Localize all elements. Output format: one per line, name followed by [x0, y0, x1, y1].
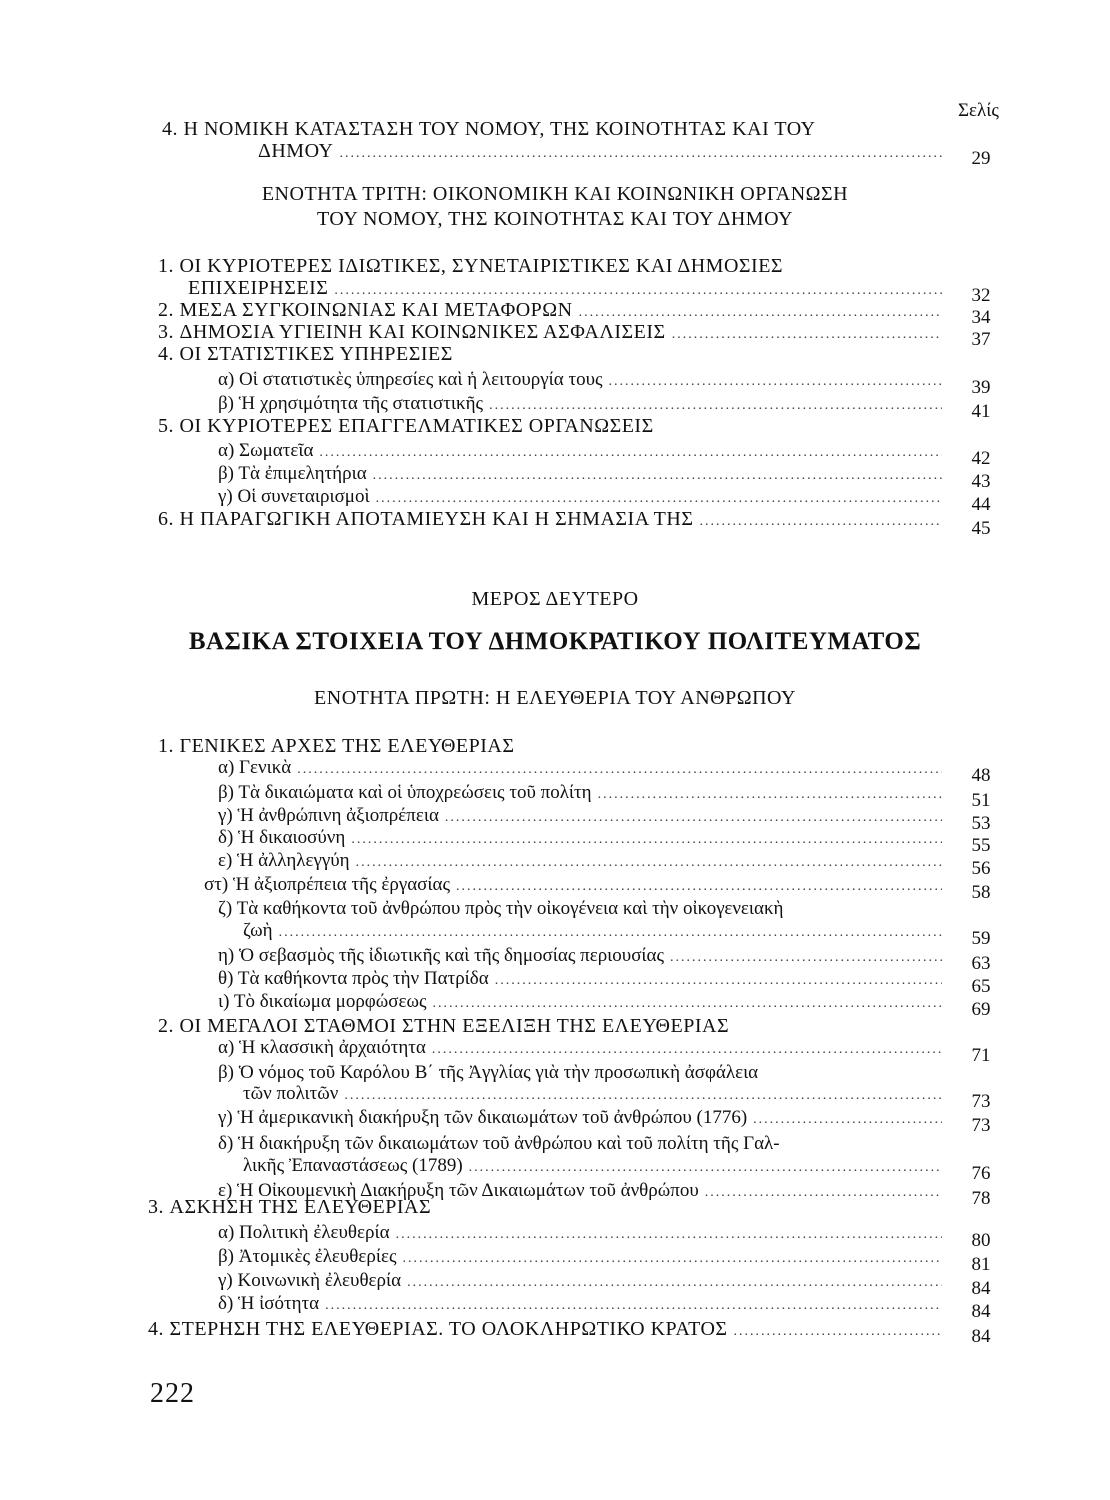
page-column-label: Σελίς — [958, 100, 999, 121]
toc-subentry: ε) Ἡ Οἰκουμενικὴ Διακήρυξη τῶν Δικαιωμάτων τοῦ ἀνθρώπου ..... — [218, 1180, 948, 1204]
toc-entry-text: 1. ΟΙ ΚΥΡΙΟΤΕΡΕΣ ΙΔΙΩΤΙΚΕΣ, ΣΥΝΕΤΑΙΡΙΣΤΙΚΕΣ ΚΑΙ ΔΗΜΟΣΙΕΣ — [158, 255, 784, 277]
toc-entry-text: ΕΠΙΧΕΙΡΗΣΕΙΣ ..... — [188, 277, 948, 302]
part-title: ΒΑΣΙΚΑ ΣΤΟΙΧΕΙΑ ΤΟΥ ΔΗΜΟΚΡΑΤΙΚΟΥ ΠΟΛΙΤΕΥΜΑΤΟΣ — [188, 628, 922, 655]
toc-page-number: 65 — [971, 976, 991, 997]
toc-page-number: 48 — [971, 765, 991, 786]
toc-page-number: 39 — [971, 377, 991, 398]
toc-page-number: 76 — [971, 1163, 991, 1184]
toc-page-number: 56 — [971, 858, 991, 879]
toc-page-number: 78 — [971, 1188, 991, 1209]
toc-subentry: η) Ὁ σεβασμὸς τῆς ἰδιωτικῆς καὶ τῆς δημοσίας περιουσίας ..... — [218, 945, 948, 969]
toc-subentry: α) Οἱ στατιστικὲς ὑπηρεσίες καὶ ἡ λειτουργία τους ..... — [218, 369, 948, 393]
toc-entry-text: ΔΗΜΟΥ ..... — [258, 140, 948, 165]
toc-subentry: δ) Ἡ δικαιοσύνη ..... — [218, 827, 948, 851]
toc-subentry: α) Πολιτικὴ ἐλευθερία ..... — [218, 1222, 948, 1246]
toc-entry-text: 3. ΔΗΜΟΣΙΑ ΥΓΙΕΙΝΗ ΚΑΙ ΚΟΙΝΩΝΙΚΕΣ ΑΣΦΑΛΙΣΕΙΣ ..... — [158, 321, 948, 346]
toc-page-number: 34 — [971, 307, 991, 328]
toc-page-number: 45 — [971, 518, 991, 539]
toc-subentry: τῶν πολιτῶν ..... — [243, 1083, 948, 1107]
toc-page-number: 53 — [971, 813, 991, 834]
toc-page-number: 41 — [971, 401, 991, 422]
toc-page-number: 84 — [971, 1301, 991, 1322]
page-folio: 222 — [150, 1378, 195, 1409]
toc-page-number: 84 — [971, 1278, 991, 1299]
toc-subentry: γ) Κοινωνικὴ ἐλευθερία ..... — [218, 1270, 948, 1294]
toc-subentry: ε) Ἡ ἀλληλεγγύη ..... — [218, 850, 948, 874]
toc-subentry: γ) Οἱ συνεταιρισμοὶ ..... — [218, 486, 948, 510]
part-label: ΜΕΡΟΣ ΔΕΥΤΕΡΟ — [471, 588, 639, 610]
toc-page-number: 55 — [971, 835, 991, 856]
toc-page-number: 59 — [971, 928, 991, 949]
toc-subentry: ζ) Τὰ καθήκοντα τοῦ ἀνθρώπου πρὸς τὴν οἰκογένεια καὶ τὴν οἰκογενειακὴ — [218, 898, 784, 919]
toc-subentry: β) Ἡ χρησιμότητα τῆς στατιστικῆς ..... — [218, 393, 948, 417]
toc-subentry: στ) Ἡ ἀξιοπρέπεια τῆς ἐργασίας ..... — [204, 874, 948, 898]
toc-entry-text: 2. ΟΙ ΜΕΓΑΛΟΙ ΣΤΑΘΜΟΙ ΣΤΗΝ ΕΞΕΛΙΞΗ ΤΗΣ ΕΛΕΥΘΕΡΙΑΣ — [158, 1015, 730, 1037]
toc-subentry: β) Τὰ δικαιώματα καὶ οἱ ὑποχρεώσεις τοῦ πολίτη ..... — [218, 782, 948, 806]
toc-entry-text: 4. Η ΝΟΜΙΚΗ ΚΑΤΑΣΤΑΣΗ ΤΟΥ ΝΟΜΟΥ, ΤΗΣ ΚΟΙΝΟΤΗΤΑΣ ΚΑΙ ΤΟΥ — [162, 118, 816, 140]
toc-subentry: δ) Ἡ διακήρυξη τῶν δικαιωμάτων τοῦ ἀνθρώπου καὶ τοῦ πολίτη τῆς Γαλ- — [218, 1133, 780, 1154]
toc-page-number: 42 — [971, 448, 991, 469]
toc-page-number: 32 — [971, 285, 991, 306]
toc-subentry: γ) Ἡ ἀμερικανικὴ διακήρυξη τῶν δικαιωμάτων τοῦ ἀνθρώπου (1776) ..... — [218, 1107, 948, 1131]
toc-subentry: δ) Ἡ ἰσότητα ..... — [218, 1293, 948, 1317]
toc-page-number: 44 — [971, 494, 991, 515]
toc-entry-text: 3. ΑΣΚΗΣΗ ΤΗΣ ΕΛΕΥΘΕΡΙΑΣ — [148, 1196, 432, 1218]
toc-page-number: 73 — [971, 1091, 991, 1112]
toc-subentry: ι) Τὸ δικαίωμα μορφώσεως ..... — [218, 991, 948, 1015]
toc-subentry: β) Ὁ νόμος τοῦ Καρόλου Β΄ τῆς Ἀγγλίας γιὰ τὴν προσωπικὴ ἀσφάλεια — [218, 1062, 759, 1083]
toc-subentry: θ) Τὰ καθήκοντα πρὸς τὴν Πατρίδα ..... — [218, 968, 948, 992]
toc-subentry: α) Σωματεῖα ..... — [218, 440, 948, 464]
toc-page-number: 81 — [971, 1254, 991, 1275]
section-heading: ΤΟΥ ΝΟΜΟΥ, ΤΗΣ ΚΟΙΝΟΤΗΤΑΣ ΚΑΙ ΤΟΥ ΔΗΜΟΥ — [317, 208, 793, 230]
section-heading: ΕΝΟΤΗΤΑ ΤΡΙΤΗ: ΟΙΚΟΝΟΜΙΚΗ ΚΑΙ ΚΟΙΝΩΝΙΚΗ ΟΡΓΑΝΩΣΗ — [261, 183, 849, 205]
toc-subentry: α) Γενικὰ ..... — [218, 757, 948, 781]
section-heading: ΕΝΟΤΗΤΑ ΠΡΩΤΗ: Η ΕΛΕΥΘΕΡΙΑ ΤΟΥ ΑΝΘΡΩΠΟΥ — [314, 687, 796, 709]
toc-subentry: β) Τὰ ἐπιμελητήρια ..... — [218, 463, 948, 487]
toc-entry-text: 4. ΣΤΕΡΗΣΗ ΤΗΣ ΕΛΕΥΘΕΡΙΑΣ. ΤΟ ΟΛΟΚΛΗΡΩΤΙΚΟ ΚΡΑΤΟΣ ..... — [148, 1318, 948, 1343]
toc-page-number: 58 — [971, 882, 991, 903]
toc-page-number: 43 — [971, 471, 991, 492]
toc-page-number: 80 — [971, 1230, 991, 1251]
toc-page-number: 73 — [971, 1115, 991, 1136]
toc-subentry: β) Ἀτομικὲς ἐλευθερίες ..... — [218, 1246, 948, 1270]
toc-entry-text: 4. ΟΙ ΣΤΑΤΙΣΤΙΚΕΣ ΥΠΗΡΕΣΙΕΣ — [158, 343, 453, 365]
toc-entry-text: 6. Η ΠΑΡΑΓΩΓΙΚΗ ΑΠΟΤΑΜΙΕΥΣΗ ΚΑΙ Η ΣΗΜΑΣΙΑ ΤΗΣ ..... — [158, 508, 948, 533]
toc-page-number: 71 — [971, 1045, 991, 1066]
toc-entry-text: 1. ΓΕΝΙΚΕΣ ΑΡΧΕΣ ΤΗΣ ΕΛΕΥΘΕΡΙΑΣ — [158, 735, 515, 757]
toc-subentry: ζωὴ ..... — [243, 920, 948, 944]
toc-subentry: α) Ἡ κλασσικὴ ἀρχαιότητα ..... — [218, 1037, 948, 1061]
toc-subentry: λικῆς Ἐπαναστάσεως (1789) ..... — [243, 1155, 948, 1179]
toc-subentry: γ) Ἡ ἀνθρώπινη ἀξιοπρέπεια ..... — [218, 805, 948, 829]
toc-page-number: 51 — [971, 790, 991, 811]
toc-page-number: 84 — [971, 1326, 991, 1347]
toc-page-number: 37 — [971, 329, 991, 350]
toc-entry-text: 2. ΜΕΣΑ ΣΥΓΚΟΙΝΩΝΙΑΣ ΚΑΙ ΜΕΤΑΦΟΡΩΝ ..... — [158, 299, 948, 324]
toc-page-number: 69 — [971, 999, 991, 1020]
toc-page-number: 29 — [971, 148, 991, 169]
toc-page-number: 63 — [971, 953, 991, 974]
toc-entry-text: 5. ΟΙ ΚΥΡΙΟΤΕΡΕΣ ΕΠΑΓΓΕΛΜΑΤΙΚΕΣ ΟΡΓΑΝΩΣΕΙΣ — [158, 415, 654, 437]
